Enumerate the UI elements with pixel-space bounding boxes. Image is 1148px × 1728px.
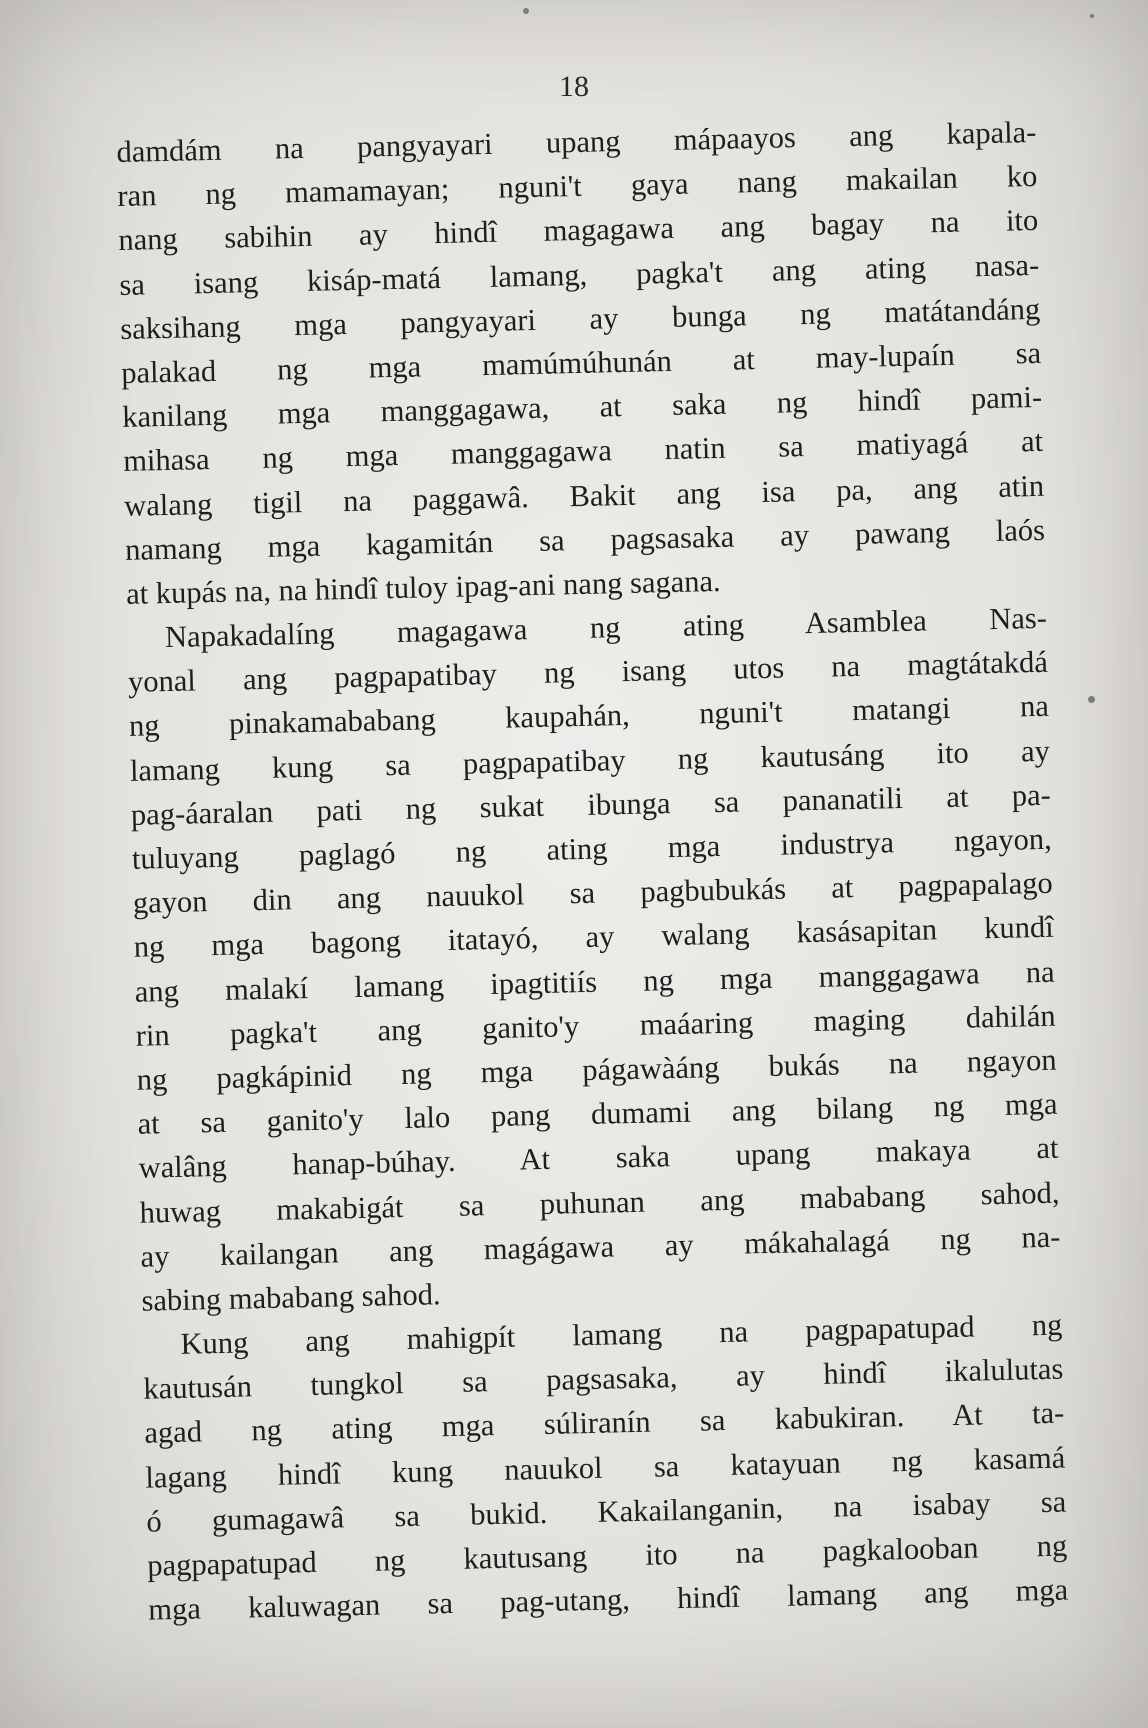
text-line: ang malakí lamang ipagtitiís ng mga manggagawa na [134, 954, 1055, 1009]
text-line: ó gumagawâ sa bukid. Kakailanganin, na isabay sa [145, 1484, 1067, 1539]
text-line: lagang hindî kung nauukol sa katayuan ng kasamá [145, 1440, 1066, 1495]
text-line: palakad ng mga mamúmúhunán at may-lupaín sa [120, 335, 1042, 390]
text-line: rin pagka't ang ganito'y maáaring maging dahilán [135, 998, 1056, 1053]
text-line: ng pagkápinid ng mga págawàáng bukás na ngayon [136, 1042, 1057, 1097]
text-line: sabing mababang sahod. [141, 1277, 441, 1318]
text-line: kautusán tungkol sa pagsasaka, ay hindî ikalulutas [143, 1351, 1064, 1406]
text-line: ng mga bagong itatayó, ay walang kasásapitan kundî [133, 910, 1054, 965]
text-line: damdám na pangyayari upang mápaayos ang kapala- [116, 114, 1037, 169]
text-line: at kupás na, na hindî tuloy ipag-ani nang sagana. [125, 563, 721, 611]
text-line: kanilang mga manggagawa, at saka ng hindî pami- [121, 379, 1043, 435]
text-line: Napakadalíng magagawa ng ating Asamblea Nas- [164, 600, 1048, 655]
text-line: Kung ang mahigpít lamang na pagpapatupad ng [180, 1307, 1063, 1361]
text-line: walâng hanap-búhay. At saka upang makaya at [138, 1130, 1059, 1186]
text-line: ran ng mamamayan; nguni't gaya nang makailan ko [117, 159, 1038, 214]
text-line: walang tigil na paggawâ. Bakit ang isa pa, ang atin [123, 468, 1045, 523]
text-line: nang sabihin ay hindî magagawa ang bagay na ito [118, 203, 1039, 258]
text-line: namang mga kagamitán sa pagsasaka ay pawang laós [124, 512, 1046, 567]
text-line: yonal ang pagpapatibay ng isang utos na magtátakdá [127, 645, 1049, 700]
text-line: pag-áaralan pati ng sukat ibunga sa pananatili at pa- [130, 777, 1052, 832]
text-line: mihasa ng mga manggagawa natin sa matiyagá at [122, 424, 1044, 479]
text-line: sa isang kisáp-matá lamang, pagka't ang ating nasa- [119, 247, 1040, 302]
page-number: 18 [559, 70, 589, 103]
text-line: ng pinakamababang kaupahán, nguni't matangi na [128, 689, 1050, 744]
text-line: saksihang mga pangyayari ay bunga ng matátandáng [119, 291, 1041, 346]
dust-speck [523, 8, 529, 14]
text-line: gayon din ang nauukol sa pagbubukás at pagpapalago [132, 865, 1054, 920]
text-line: agad ng ating mga súliranín sa kabukiran. At ta- [144, 1396, 1065, 1451]
dust-speck [1090, 14, 1094, 18]
text-line: lamang kung sa pagpapatibay ng kautusáng ito ay [129, 733, 1051, 788]
text-line: tuluyang paglagó ng ating mga industrya ngayon, [131, 821, 1053, 876]
text-line: huwag makabigát sa puhunan ang mababang sahod, [139, 1175, 1060, 1230]
text-line: at sa ganito'y lalo pang dumami ang bilang ng mga [137, 1086, 1058, 1141]
body-text [116, 110, 1069, 1632]
text-line: ay kailangan ang magágawa ay mákahalagá ng na- [140, 1219, 1061, 1274]
text-line: pagpapatupad ng kautusang ito na pagkalooban ng [146, 1528, 1068, 1583]
text-line: mga kaluwagan sa pag-utang, hindî lamang ang mga [147, 1572, 1069, 1627]
dust-speck [1088, 696, 1095, 703]
